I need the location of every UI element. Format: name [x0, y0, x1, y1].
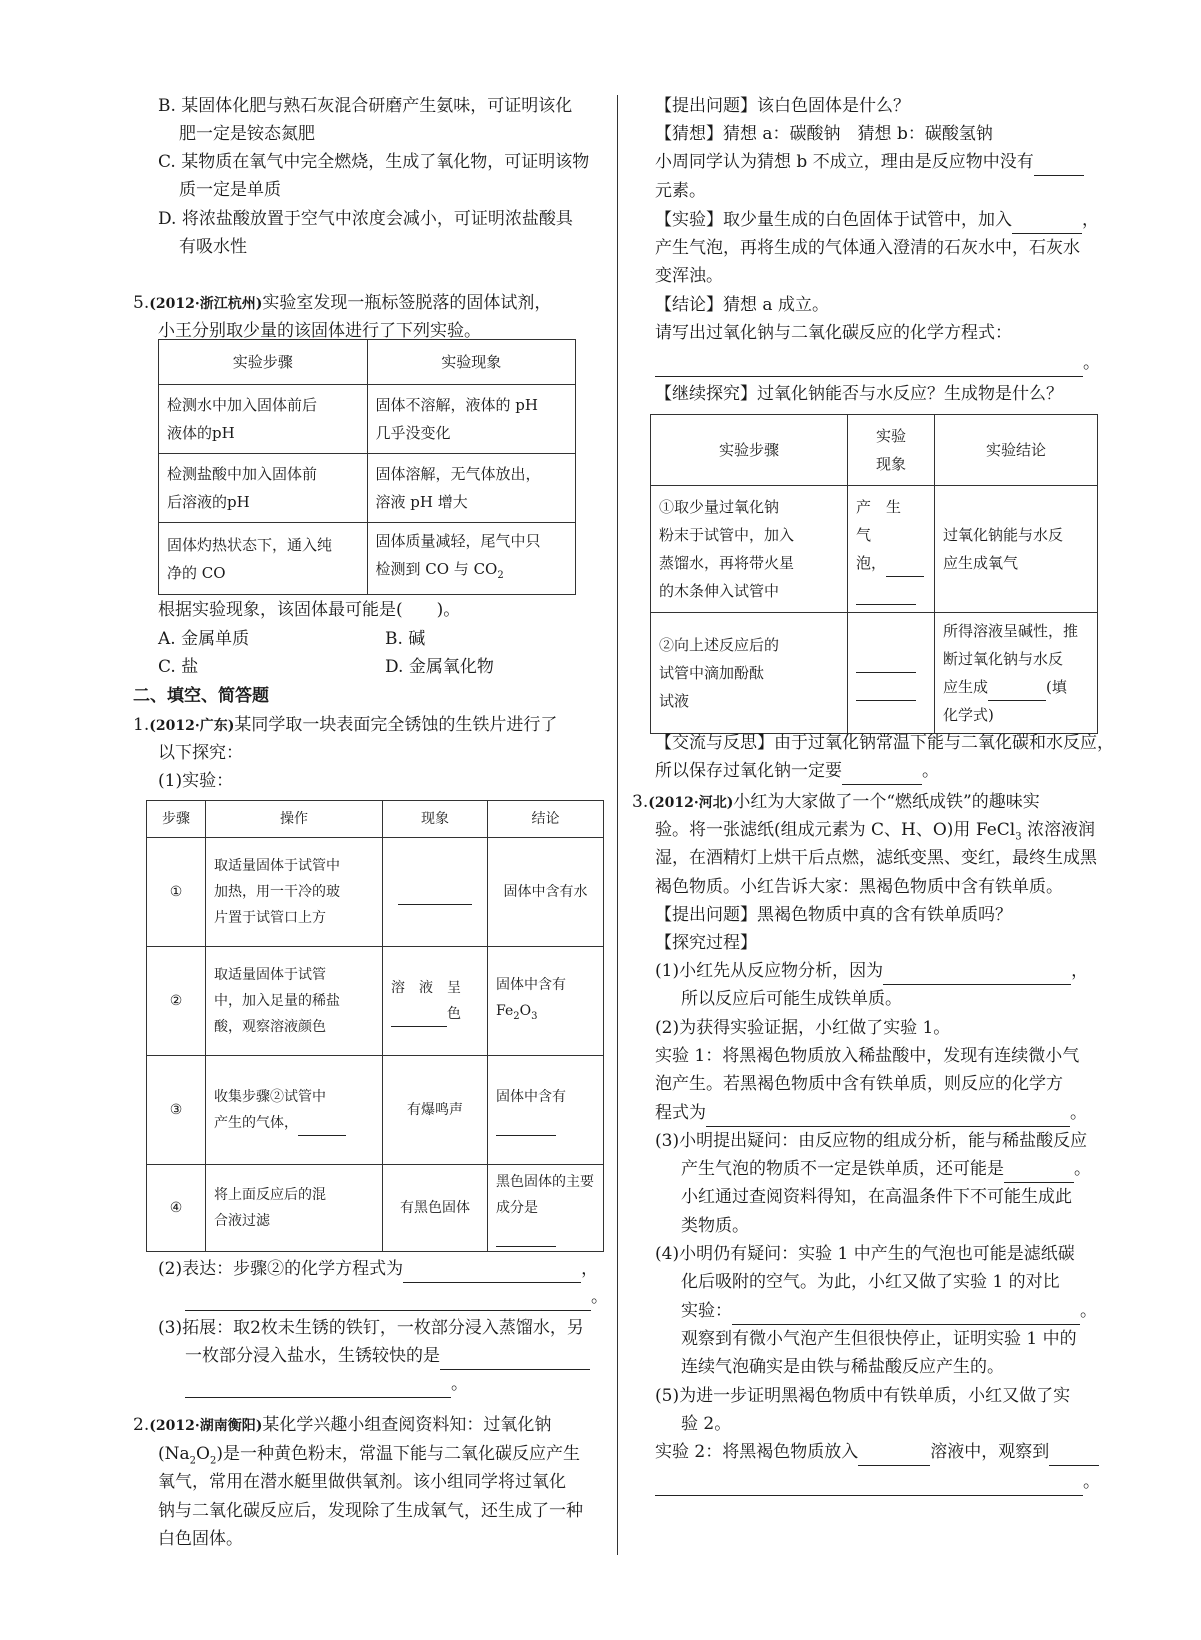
question-3-line20: 观察到有微小气泡产生但很快停止，证明实验 1 中的 — [681, 1329, 1077, 1349]
option-d: D. 金属氧化物 — [385, 657, 494, 677]
question-3-line6: 【探究过程】 — [655, 933, 757, 953]
question-1-sub3-line1: (3)拓展：取2枚未生锈的铁钉，一枚部分浸入蒸馏水，另 — [158, 1318, 584, 1338]
question-1-sub3-line2: 一枚部分浸入盐水，生锈较快的是 — [185, 1342, 590, 1370]
table-cell: 检测水中加入固体前后 液体的pH — [159, 385, 368, 454]
r-reflection-line1: 【交流与反思】由于过氧化钠常温下能与二氧化碳和水反应， — [655, 733, 1114, 753]
question-3-line23: 验 2。 — [681, 1414, 732, 1434]
r-reflection-line2: 所以保存过氧化钠一定要 。 — [655, 757, 939, 785]
table-cell: 溶 液 呈 色 — [383, 947, 488, 1056]
answer-blank[interactable] — [391, 1006, 447, 1027]
question-3-line15: 小红通过查阅资料得知，在高温条件下不可能生成此 — [681, 1187, 1072, 1207]
table-cell: 固体不溶解，液体的 pH 几乎没变化 — [367, 385, 576, 454]
answer-blank[interactable] — [298, 1115, 346, 1136]
question-2-line4: 钠与二氧化碳反应后，发现除了生成氧气，还生成了一种 — [158, 1501, 583, 1521]
question-5-source: (2012·浙江杭州) — [149, 296, 263, 312]
table-cell — [848, 613, 935, 734]
column-divider — [617, 95, 618, 1555]
question-3-line2: 验。将一张滤纸(组成元素为 C、H、O)用 FeCl$_3$ 浓溶液润 — [655, 820, 1095, 843]
question-3-line10: 实验 1：将黑褐色物质放入稀盐酸中，发现有连续微小气 — [655, 1046, 1080, 1066]
table-row — [147, 1056, 604, 1165]
answer-blank[interactable] — [1004, 1162, 1074, 1183]
table-cell: 取适量固体于试管 中，加入足量的稀盐 酸，观察溶液颜色 — [206, 947, 383, 1056]
answer-blank[interactable] — [655, 1475, 1083, 1496]
question-2-line1 — [133, 1411, 551, 1440]
question-2-number: 2. — [133, 1415, 150, 1435]
table-cell: ③ — [147, 1056, 206, 1165]
answer-blank[interactable] — [440, 1349, 590, 1370]
answer-blank[interactable] — [655, 356, 1083, 377]
option-c: C. 盐 — [158, 657, 199, 677]
question-2-line5: 白色固体。 — [158, 1529, 243, 1549]
q1-header-step: 步骤 — [147, 801, 206, 838]
question-3-line24: 实验 2：将黑褐色物质放入 溶液中，观察到 — [655, 1438, 1099, 1466]
answer-blank[interactable] — [732, 1304, 1080, 1325]
table-cell: 取适量固体于试管中 加热，用一干冷的玻 片置于试管口上方 — [206, 838, 383, 947]
answer-blank[interactable] — [1012, 213, 1082, 234]
section-title: 二、填空、简答题 — [133, 686, 269, 706]
table-row — [147, 947, 604, 1056]
answer-blank[interactable] — [185, 1290, 591, 1311]
question-3-line7: (1)小红先从反应物分析，因为 ， — [655, 957, 1088, 985]
option-a: A. 金属单质 — [158, 629, 250, 649]
question-1-sub2: (2)表达：步骤②的化学方程式为 ， — [158, 1255, 598, 1283]
q5-experiment-table — [158, 339, 576, 595]
question-1-text1: 某同学取一块表面完全锈蚀的生铁片进行了 — [234, 715, 558, 735]
question-3-line18: 化后吸附的空气。为此，小红又做了实验 1 的对比 — [681, 1272, 1060, 1292]
option-c-line2: 质一定是单质 — [179, 180, 281, 200]
question-2-source: (2012·湖南衡阳) — [149, 1418, 263, 1434]
table-cell: ④ — [147, 1165, 206, 1252]
table-cell: 有黑色固体 — [383, 1165, 488, 1252]
question-2-line2: $(Na_2O_2)$是一种黄色粉末，常温下能与二氧化碳反应产生 — [158, 1444, 580, 1467]
table-cell: 产 生 气 泡， — [848, 486, 935, 613]
table-row — [651, 613, 1098, 734]
question-1-line2: 以下探究： — [158, 743, 243, 763]
answer-blank[interactable] — [496, 1115, 556, 1136]
question-5-ask: 根据实验现象，该固体最可能是( )。 — [158, 600, 461, 620]
table-cell: 固体溶解，无气体放出， 溶液 pH 增大 — [367, 454, 576, 523]
table-cell: ② — [147, 947, 206, 1056]
option-b-line1: B. 某固体化肥与熟石灰混合研磨产生氨味，可证明该化 — [158, 96, 573, 116]
question-1-line1 — [133, 711, 557, 740]
r-equation-prompt: 请写出过氧化钠与二氧化碳反应的化学方程式： — [655, 323, 1012, 343]
table-header-conclusion: 实验结论 — [935, 415, 1098, 486]
question-3-line16: 类物质。 — [681, 1216, 749, 1236]
r-reason-cont: 元素。 — [655, 181, 706, 201]
table-row — [651, 486, 1098, 613]
table-cell: 检测盐酸中加入固体前 后溶液的pH — [159, 454, 368, 523]
question-3-line19: 实验： 。 — [681, 1297, 1097, 1325]
answer-blank[interactable] — [706, 1106, 1070, 1127]
table-row — [159, 385, 576, 454]
answer-blank[interactable] — [398, 884, 472, 905]
table-cell: 收集步骤②试管中 产生的气体， — [206, 1056, 383, 1165]
question-3-line8: 所以反应后可能生成铁单质。 — [681, 989, 902, 1009]
question-3-line5: 【提出问题】黑褐色物质中真的含有铁单质吗？ — [655, 905, 1012, 925]
question-3-line9: (2)为获得实验证据，小红做了实验 1。 — [655, 1018, 951, 1038]
answer-blank[interactable] — [883, 964, 1071, 985]
question-1-sub1: (1)实验： — [158, 771, 234, 791]
question-3-source: (2012·河北) — [648, 795, 734, 811]
question-3-line17: (4)小明仍有疑问：实验 1 中产生的气泡也可能是滤纸碳 — [655, 1244, 1075, 1264]
answer-blank[interactable] — [886, 556, 924, 577]
table-cell: 将上面反应后的混 合液过滤 — [206, 1165, 383, 1252]
table-cell: 固体中含有 — [488, 1056, 604, 1165]
q1-header-conclusion: 结论 — [488, 801, 604, 838]
answer-blank[interactable] — [988, 680, 1046, 701]
table-row — [147, 838, 604, 947]
r-reason-line: 小周同学认为猜想 b 不成立，理由是反应物中没有 — [655, 148, 1084, 176]
question-3-line3: 湿，在酒精灯上烘干后点燃，滤纸变黑、变红，最终生成黑 — [655, 848, 1097, 868]
table-cell: 固体质量减轻，尾气中只 检测到 CO 与 $CO_2$ — [367, 523, 576, 595]
table-cell: ②向上述反应后的 试管中滴加酚酞 试液 — [651, 613, 848, 734]
question-3-line4: 褐色物质。小红告诉大家：黑褐色物质中含有铁单质。 — [655, 877, 1063, 897]
table-cell: 固体灼热状态下，通入纯 净的 CO — [159, 523, 368, 595]
water-reaction-table — [650, 414, 1098, 734]
question-3-line12: 程式为 。 — [655, 1099, 1087, 1127]
question-1-number: 1. — [133, 715, 150, 735]
question-1-sub3-cont: 。 — [185, 1370, 468, 1398]
question-5-number: 5. — [133, 293, 150, 313]
question-2-line3: 氧气，常用在潜水艇里做供氧剂。该小组同学将过氧化 — [158, 1472, 566, 1492]
answer-blank[interactable] — [842, 764, 922, 785]
q5-header-phenomenon: 实验现象 — [367, 340, 576, 385]
table-cell: 固体中含有水 — [488, 838, 604, 947]
option-d-line1: D. 将浓盐酸放置于空气中浓度会减小，可证明浓盐酸具 — [158, 209, 573, 229]
question-3-number: 3. — [632, 792, 649, 812]
answer-blank[interactable] — [856, 680, 916, 701]
table-row — [147, 1165, 604, 1252]
q5-header-step: 实验步骤 — [159, 340, 368, 385]
answer-blank[interactable] — [858, 1445, 930, 1466]
table-row — [159, 523, 576, 595]
answer-blank[interactable] — [496, 1226, 556, 1247]
option-b-line2: 肥一定是铵态氮肥 — [179, 124, 315, 144]
table-cell: ① — [147, 838, 206, 947]
answer-blank[interactable] — [1034, 155, 1084, 176]
r-experiment-line2: 产生气泡，再将生成的气体通入澄清的石灰水中，石灰水 — [655, 238, 1080, 258]
question-5-line1 — [133, 289, 551, 318]
answer-blank[interactable] — [1049, 1445, 1099, 1466]
table-row — [159, 454, 576, 523]
r-experiment-line1: 【实验】取少量生成的白色固体于试管中，加入 ， — [655, 206, 1099, 234]
table-cell: 固体中含有$Fe_2O_3$ — [488, 947, 604, 1056]
table-cell: 有爆鸣声 — [383, 1056, 488, 1165]
question-5-text1: 实验室发现一瓶标签脱落的固体试剂， — [262, 293, 552, 313]
r-experiment-line3: 变浑浊。 — [655, 266, 723, 286]
question-3-line25: 。 — [655, 1468, 1100, 1496]
r-conclusion: 【结论】猜想 a 成立。 — [655, 295, 829, 315]
table-cell: ①取少量过氧化钠 粉末于试管中，加入 蒸馏水，再将带火星 的木条伸入试管中 — [651, 486, 848, 613]
question-3-line11: 泡产生。若黑褐色物质中含有铁单质，则反应的化学方 — [655, 1074, 1063, 1094]
option-c-line1: C. 某物质在氧气中完全燃烧，生成了氧化物，可证明该物 — [158, 152, 590, 172]
table-cell: 所得溶液呈碱性，推 断过氧化钠与水反 应生成 (填 化学式) — [935, 613, 1098, 734]
question-3-line1: 3.(2012·河北)小红为大家做了一个“燃纸成铁”的趣味实 — [632, 792, 1040, 812]
table-cell: 过氧化钠能与水反 应生成氧气 — [935, 486, 1098, 613]
answer-blank[interactable] — [185, 1377, 451, 1398]
question-1-sub2-cont: 。 — [185, 1283, 608, 1311]
question-3-line21: 连续气泡确实是由铁与稀盐酸反应产生的。 — [681, 1357, 1004, 1377]
answer-blank[interactable] — [856, 652, 916, 673]
option-d-line2: 有吸水性 — [179, 237, 247, 257]
r-hypothesis: 【猜想】猜想 a：碳酸钠 猜想 b：碳酸氢钠 — [655, 124, 993, 144]
q1-experiment-table — [146, 800, 604, 1252]
table-header-step: 实验步骤 — [651, 415, 848, 486]
answer-blank[interactable] — [403, 1262, 581, 1283]
question-3-line22: (5)为进一步证明黑褐色物质中有铁单质，小红又做了实 — [655, 1386, 1071, 1406]
table-header-phenomenon: 实验 现象 — [848, 415, 935, 486]
option-b: B. 碱 — [385, 629, 426, 649]
answer-blank[interactable] — [856, 584, 916, 605]
q1-header-phenomenon: 现象 — [383, 801, 488, 838]
r-propose-question: 【提出问题】该白色固体是什么？ — [655, 96, 910, 116]
question-1-source: (2012·广东) — [149, 718, 235, 734]
table-cell — [383, 838, 488, 947]
question-2-text1: 某化学兴趣小组查阅资料知：过氧化钠 — [262, 1415, 552, 1435]
r-equation-blank-line: 。 — [655, 349, 1100, 377]
question-3-line14: 产生气泡的物质不一定是铁单质，还可能是 。 — [681, 1155, 1091, 1183]
r-continue-explore: 【继续探究】过氧化钠能否与水反应？生成物是什么？ — [655, 384, 1063, 404]
q1-header-operation: 操作 — [206, 801, 383, 838]
table-cell: 黑色固体的主要 成分是 — [488, 1165, 604, 1252]
question-5-line2: 小王分别取少量的该固体进行了下列实验。 — [158, 321, 481, 341]
question-3-line13: (3)小明提出疑问：由反应物的组成分析，能与稀盐酸反应 — [655, 1131, 1088, 1151]
